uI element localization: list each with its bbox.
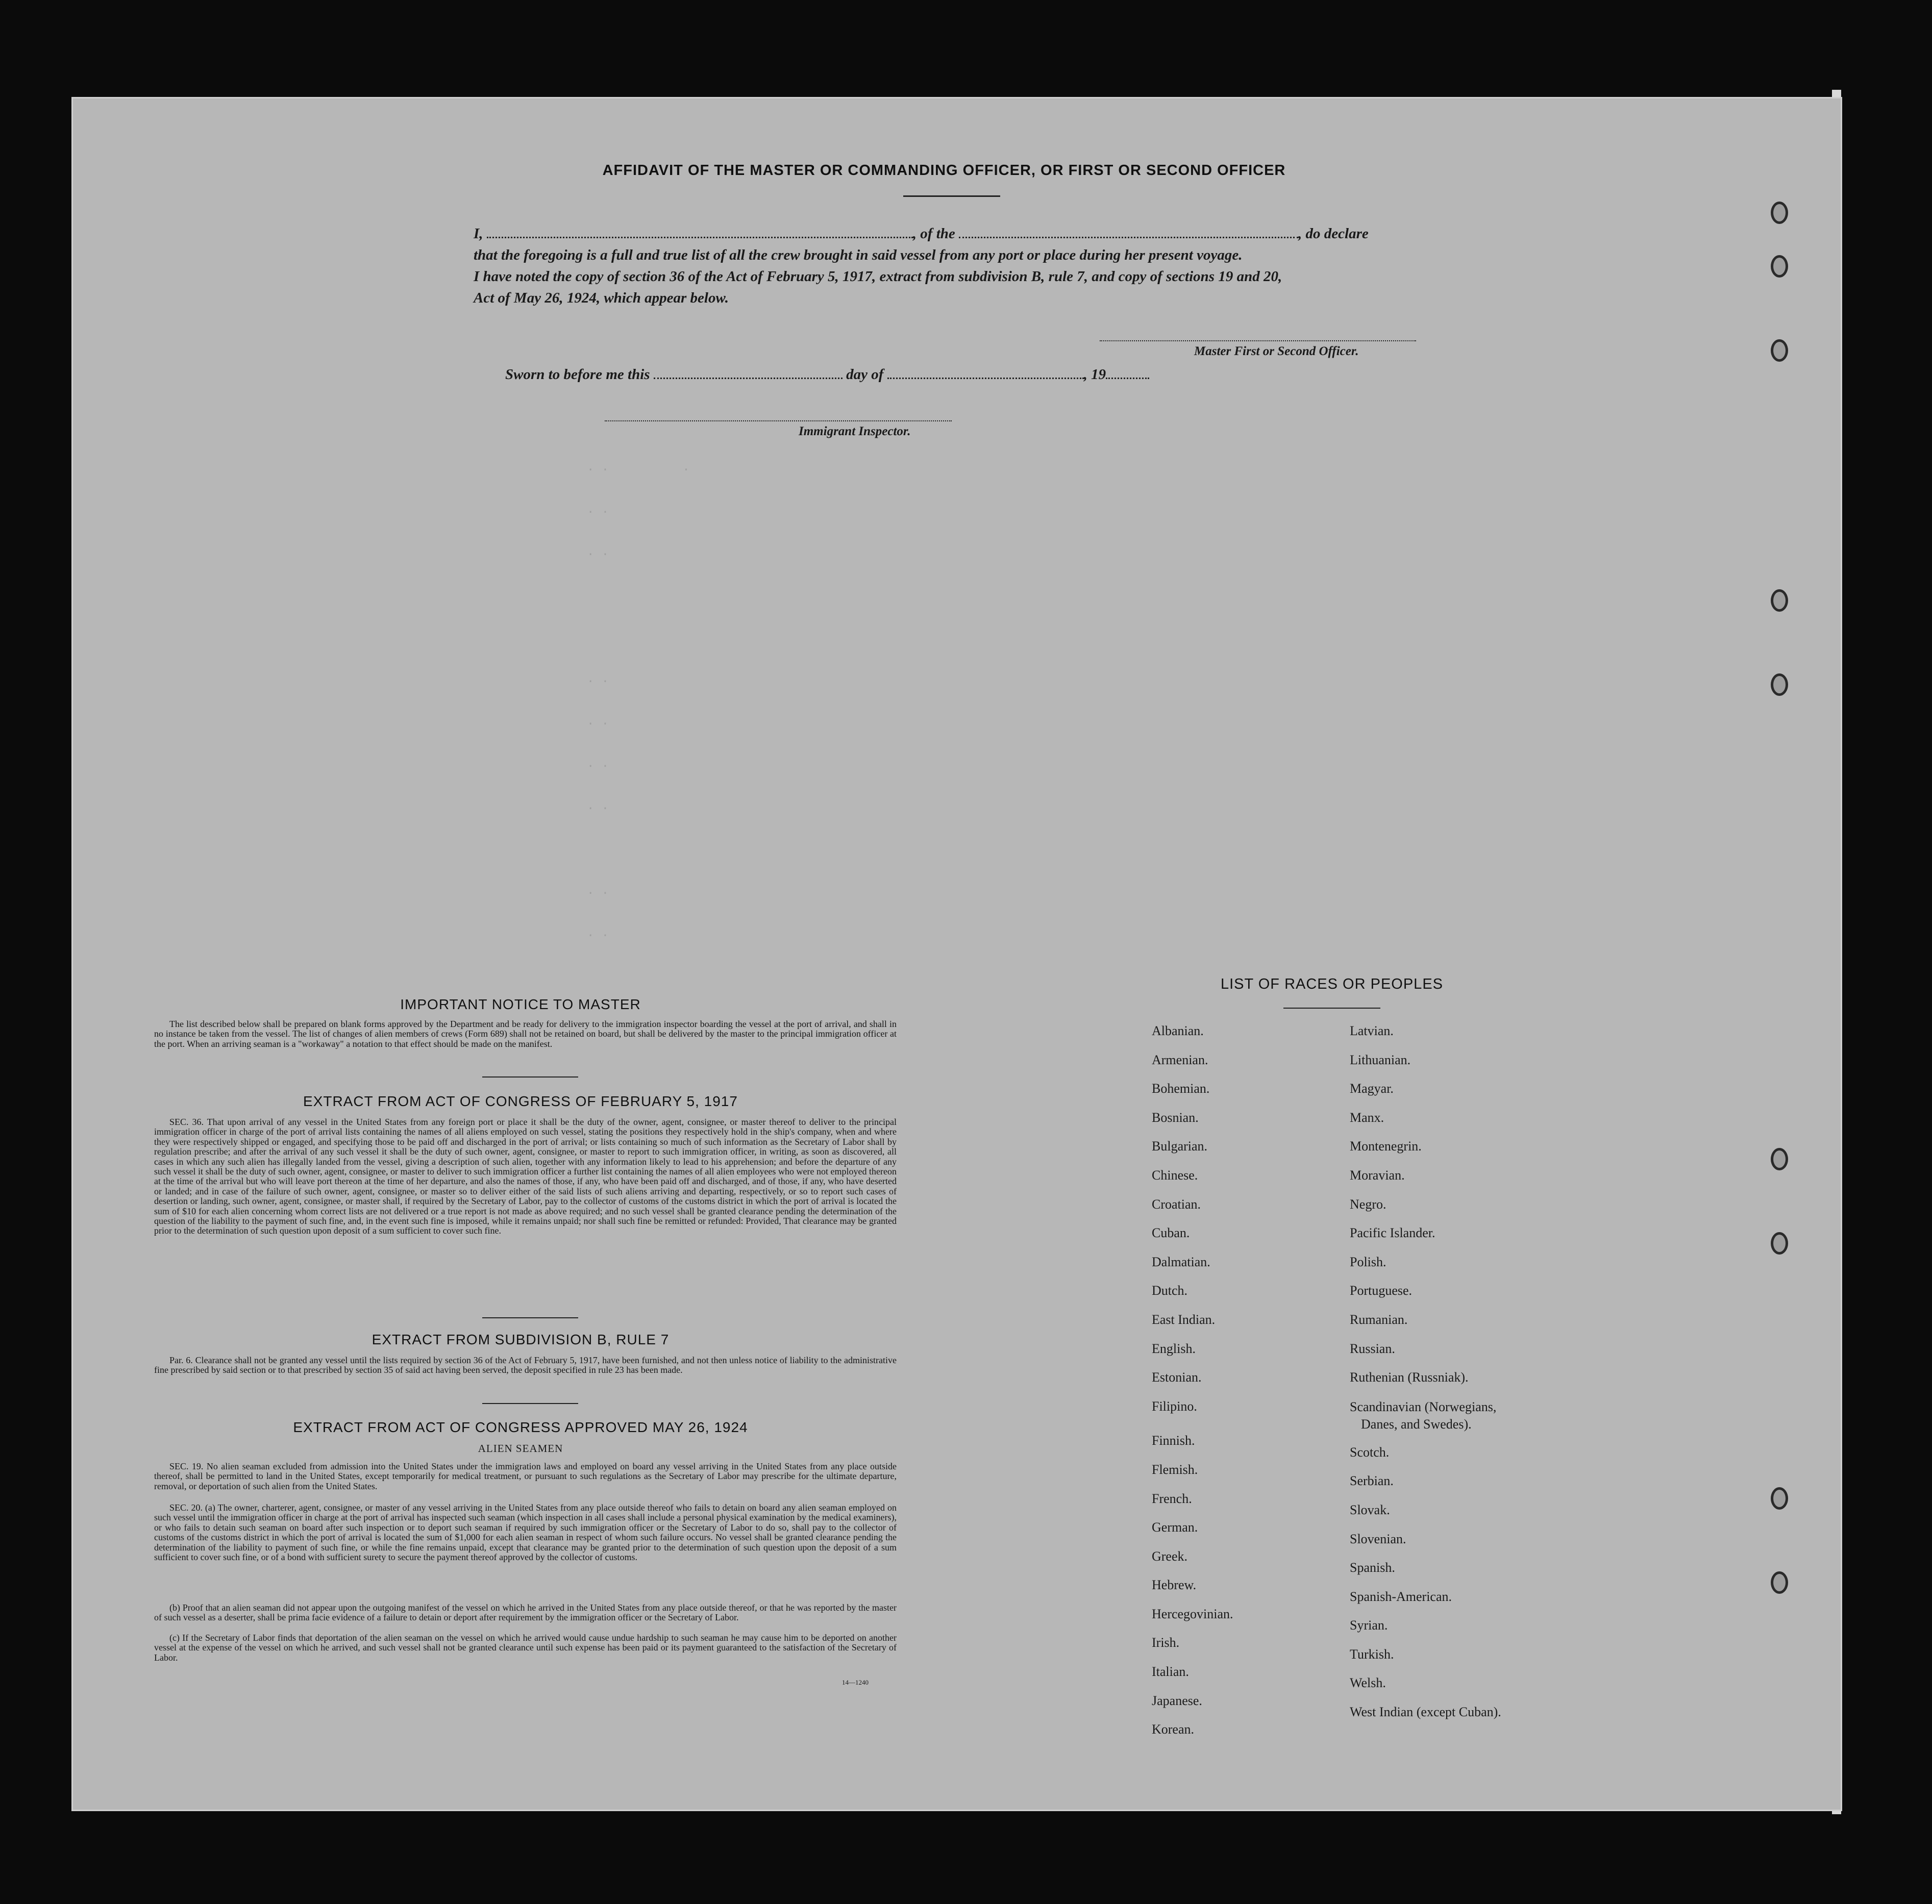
race-item: Albanian. <box>1152 1023 1204 1038</box>
master-name-field[interactable] <box>487 237 913 238</box>
sworn-prefix: Sworn to before me this <box>505 366 650 383</box>
sworn-year-label: , 19 <box>1083 366 1106 383</box>
race-item: English. <box>1152 1341 1196 1356</box>
affidavit-title: AFFIDAVIT OF THE MASTER OR COMMANDING OFFICER, OR FIRST OR SECOND OFFICER <box>602 162 1286 179</box>
affidavit-declare-label: , do declare <box>1298 226 1369 242</box>
extract-1924-sec19: SEC. 19. No alien seaman excluded from admission into the United States under the immigration laws and employed on board any vessel arriving in the United States from any place outside thereof, shall be permitted to land in the United States, except temporarily for medical treatment, or pursuant to such regulations as the Secretary of Labor may prescribe for the ultimate departure, removal, or deportation of such alien from the United States. <box>154 1461 897 1491</box>
race-item: French. <box>1152 1491 1192 1506</box>
race-item: Turkish. <box>1350 1646 1394 1662</box>
extract-1924-sec20c: (c) If the Secretary of Labor finds that deportation of the alien seaman on the vessel on which he arrived would cause undue hardship to such seaman he may cause him to be deported on another vessel at the expense of the vessel on which he arrived, and such vessel shall not be granted clearance until such expense has been paid or its payment guaranteed to the satisfaction of the Secretary of Labor. <box>154 1633 897 1663</box>
races-left-column <box>1152 1017 1233 1744</box>
race-item: Spanish-American. <box>1350 1589 1452 1604</box>
races-title-rule <box>1283 1008 1380 1009</box>
races-right-column <box>1350 1017 1501 1727</box>
race-item: Greek. <box>1152 1548 1188 1564</box>
race-item: Irish. <box>1152 1635 1180 1650</box>
sworn-line <box>505 364 1271 385</box>
extract-1917-rule <box>482 1317 578 1318</box>
notice-title: IMPORTANT NOTICE TO MASTER <box>400 996 641 1012</box>
race-item: Russian. <box>1350 1341 1395 1356</box>
punch-hole <box>1771 255 1788 278</box>
race-item: Portuguese. <box>1350 1283 1413 1298</box>
extract-1924-sec20b: (b) Proof that an alien seaman did not appear upon the outgoing manifest of the vessel on which he arrived in the United States from any place outside thereof, or that he was reported by the master of such vessel as a deserter, shall be prima facie evidence of a failure to detain or deport after requirement by the immigration officer or the Secretary of Labor. <box>154 1602 897 1623</box>
race-item: Latvian. <box>1350 1023 1394 1038</box>
race-item: West Indian (except Cuban). <box>1350 1705 1501 1720</box>
race-item: Dutch. <box>1152 1283 1188 1298</box>
inspector-label: Immigrant Inspector. <box>799 424 911 438</box>
punch-hole <box>1771 1571 1788 1594</box>
vessel-name-field[interactable] <box>959 237 1298 238</box>
race-item: Bulgarian. <box>1152 1139 1208 1154</box>
race-item: Slovenian. <box>1350 1531 1406 1546</box>
punch-hole <box>1771 202 1788 224</box>
race-item: Syrian. <box>1350 1618 1388 1633</box>
affidavit-line-1 <box>474 223 1433 244</box>
race-item: Korean. <box>1152 1722 1195 1737</box>
race-item: Estonian. <box>1152 1370 1202 1385</box>
race-item: Welsh. <box>1350 1675 1386 1691</box>
race-item: Moravian. <box>1350 1167 1405 1183</box>
race-item: Flemish. <box>1152 1462 1198 1477</box>
race-item: Montenegrin. <box>1350 1139 1422 1154</box>
race-item: Cuban. <box>1152 1225 1190 1241</box>
races-title: LIST OF RACES OR PEOPLES <box>1220 976 1444 992</box>
race-item: Scotch. <box>1350 1444 1390 1460</box>
race-item: Bohemian. <box>1152 1081 1210 1096</box>
race-item: Japanese. <box>1152 1693 1202 1708</box>
extract-rule7-body: Par. 6. Clearance shall not be granted any vessel until the lists required by section 36 of the Act of February 5, 1917, have been furnished, and not then unless notice of liability to the administrative fine prescribed by said section or to that prescribed by section 35 of said act having been served, the deposit specified in rule 23 has been made. <box>154 1355 897 1375</box>
race-item: Italian. <box>1152 1664 1189 1680</box>
race-item: Finnish. <box>1152 1433 1195 1448</box>
form-number: 14—1240 <box>842 1678 869 1686</box>
extract-1924-subtitle: ALIEN SEAMEN <box>478 1442 563 1455</box>
extract-1924-title: EXTRACT FROM ACT OF CONGRESS APPROVED MAY 26, 1924 <box>293 1419 748 1435</box>
notice-body: The list described below shall be prepared on blank forms approved by the Department and be ready for delivery to the immigration inspector boarding the vessel at the port of arrival, and shall in no instance be taken from the vessel. The list of changes of alien members of crews (Form 689) shall not be retained on board, but shall be delivered by the master to the principal immigration officer at the port. When an arriving seaman is a "workaway" a notation to that effect should be made on the manifest. <box>154 1019 897 1049</box>
race-item: Manx. <box>1350 1110 1384 1125</box>
race-item: Chinese. <box>1152 1167 1198 1183</box>
sworn-day-of-label: day of <box>846 366 884 383</box>
punch-hole <box>1771 673 1788 696</box>
race-item: Ruthenian (Russniak). <box>1350 1370 1469 1385</box>
race-item: Croatian. <box>1152 1196 1201 1212</box>
extract-1917-title: EXTRACT FROM ACT OF CONGRESS OF FEBRUARY 5, 1917 <box>303 1093 738 1109</box>
race-item: Danes, and Swedes). <box>1361 1416 1472 1432</box>
master-signature-label: Master First or Second Officer. <box>1194 344 1359 358</box>
race-item: German. <box>1152 1520 1198 1535</box>
punch-hole <box>1771 339 1788 362</box>
race-item: Serbian. <box>1350 1473 1394 1489</box>
race-item: Armenian. <box>1152 1052 1208 1067</box>
affidavit-i-label: I, <box>474 226 483 242</box>
extract-rule7-title: EXTRACT FROM SUBDIVISION B, RULE 7 <box>371 1332 670 1347</box>
punch-hole <box>1771 1148 1788 1170</box>
sworn-year-field[interactable] <box>1106 378 1149 379</box>
race-item: Hebrew. <box>1152 1577 1197 1593</box>
race-item: Slovak. <box>1350 1502 1390 1517</box>
notice-rule <box>482 1076 578 1078</box>
race-item: Dalmatian. <box>1152 1254 1210 1269</box>
punch-hole <box>1771 589 1788 612</box>
affidavit-line-2: that the foregoing is a full and true list of all the crew brought in said vessel from any port or place during her present voyage. <box>474 247 1243 263</box>
race-item: Bosnian. <box>1152 1110 1199 1125</box>
race-item: Magyar. <box>1350 1081 1394 1096</box>
race-item: Filipino. <box>1152 1398 1197 1414</box>
bleed-through-text: · · · · · · · · · · · · · · · · · · · <box>587 463 690 943</box>
race-item: Hercegovinian. <box>1152 1606 1233 1621</box>
affidavit-line-3: I have noted the copy of section 36 of the Act of February 5, 1917, extract from subdivision B, rule 7, and copy of sections 19 and 20, <box>474 268 1282 285</box>
affidavit-of-the-label: , of the <box>912 226 955 242</box>
extract-1917-body: SEC. 36. That upon arrival of any vessel in the United States from any foreign port or place it shall be the duty of the owner, agent, consignee, or master thereof to deliver to the principal immigration officer in charge of the port of arrival lists containing the names of all aliens employed on such vessel, stating the positions they respectively hold in the ship's company, when and where they were respectively shipped or engaged, and specifying those to be paid off and discharged in the port of arrival; or lists containing so much of such information as the Secretary of Labor shall by regulation prescribe; and after the arrival of any such vessel it shall be the duty of such owner, agent, consignee, or master to report to such immigration officer, in writing, as soon as discovered, all cases in which any such alien has illegally landed from the vessel, giving a description of such alien, together with any information likely to lead to his apprehension; and before the departure of any such vessel it shall be the duty of such owner, agent, consignee, or master to deliver to such immigration officer a further list containing the names of all alien employees who were not employed thereon at the time of the arrival but who will leave port thereon at the time of her departure, and also the names of those, if any, who have been paid off and discharged, and of those, if any, who have deserted or landed; and in case of the failure of such owner, agent, consignee, or master so to deliver either of the said lists of such aliens arriving and departing, respectively, or so to report such cases of desertion or landing, such owner, agent, consignee, or master shall, if required by the Secretary of Labor, pay to the collector of customs of the customs district in which the port of arrival is located the sum of $10 for each alien concerning whom correct lists are not delivered or a true report is not made as above required; and no such vessel shall be granted clearance pending the determination of the question of the liability to the payment of such fine, and, in the event such fine is imposed, while it remains unpaid; nor shall such fine be remitted or refunded: Provided, That clearance may be granted prior to the determination of such question upon deposit of a sum sufficient to cover such fine. <box>154 1117 897 1236</box>
extract-1924-sec20a: SEC. 20. (a) The owner, charterer, agent, consignee, or master of any vessel arriving in the United States from any place outside thereof who fails to detain on board any alien seaman employed on such vessel until the immigration officer in charge at the port of arrival has inspected such seaman (which inspection in all cases shall include a personal physical examination by the medical examiners), or who fails to detain such seaman on board after such inspection or to deport such seaman if required by such immigration officer or the Secretary of Labor to do so, shall pay to the collector of customs of the customs district in which the port of arrival is located the sum of $1,000 for each alien seaman in respect of whom such failure occurs. No vessel shall be granted clearance pending the determination of the liability to payment of such fine, or while the fine remains unpaid, except that clearance may be granted prior to the determination of such question upon the deposit of a sum sufficient to cover such fine, or of a bond with sufficient surety to secure the payment thereof approved by the collector of customs. <box>154 1502 897 1563</box>
punch-hole <box>1771 1487 1788 1510</box>
sworn-day-field[interactable] <box>654 378 843 379</box>
affidavit-line-4: Act of May 26, 1924, which appear below. <box>474 290 729 306</box>
race-item: East Indian. <box>1152 1312 1216 1327</box>
race-item: Spanish. <box>1350 1560 1395 1575</box>
race-item: Scandinavian (Norwegians, <box>1350 1399 1497 1414</box>
race-item: Rumanian. <box>1350 1312 1408 1327</box>
race-item: Polish. <box>1350 1254 1386 1269</box>
race-item: Pacific Islander. <box>1350 1225 1435 1241</box>
sworn-month-field[interactable] <box>887 378 1084 379</box>
affidavit-title-rule <box>903 195 1000 197</box>
punch-hole <box>1771 1232 1788 1255</box>
race-item: Negro. <box>1350 1196 1386 1212</box>
race-item: Lithuanian. <box>1350 1052 1411 1067</box>
extract-rule7-rule <box>482 1403 578 1404</box>
